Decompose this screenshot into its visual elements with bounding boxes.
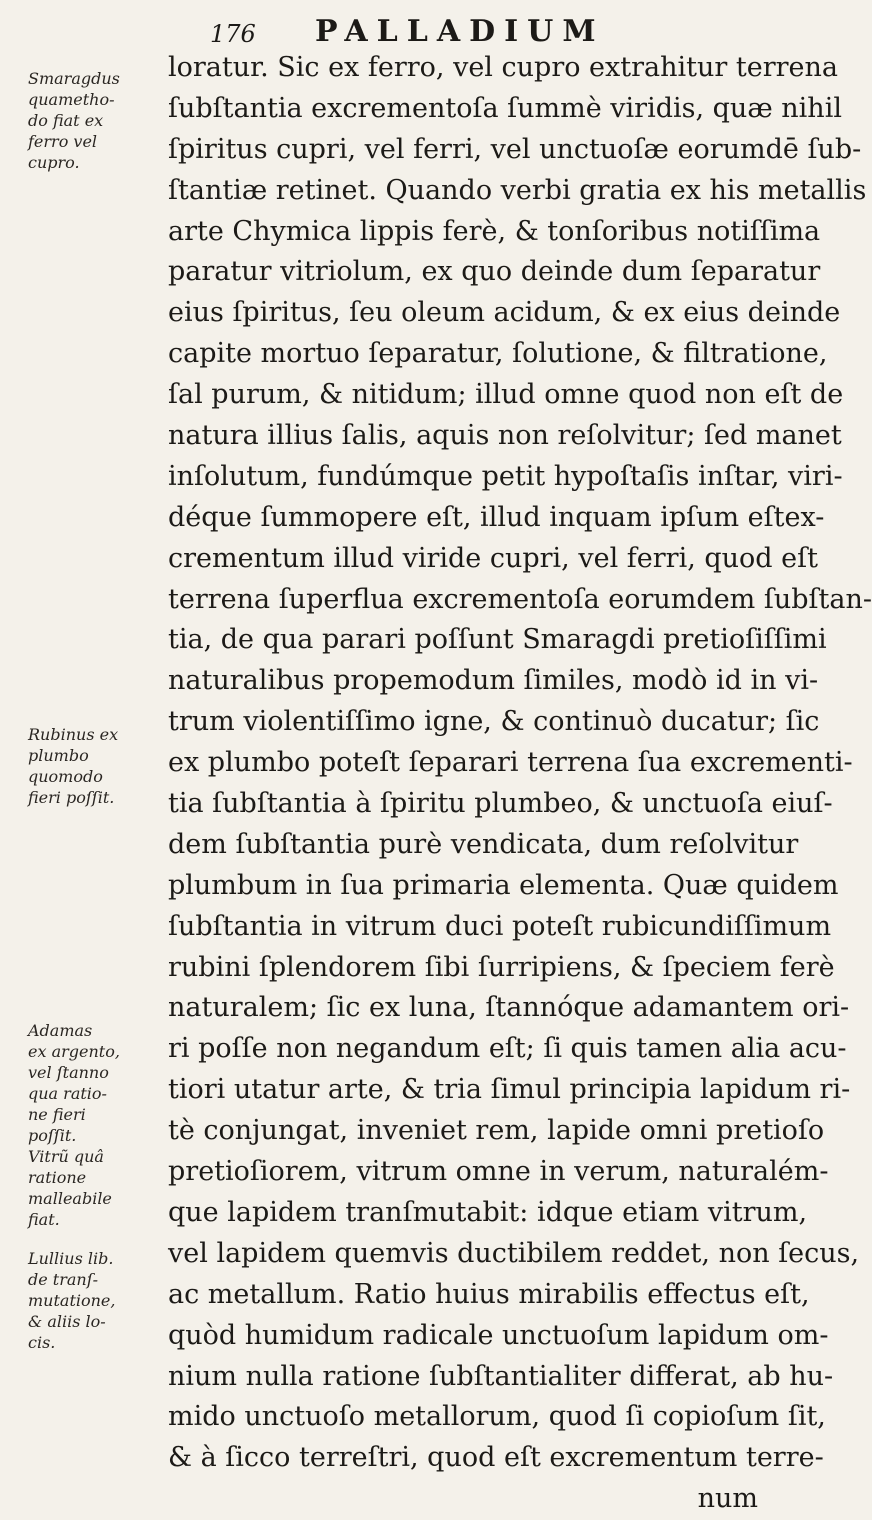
text-line: tè conjungat, inveniet rem, lapide omni pretioſo	[168, 1115, 825, 1147]
margin-note-line: mutatione,	[28, 1291, 116, 1310]
margin-note-line: de tranſ-	[28, 1270, 99, 1289]
margin-note-line: ferro vel	[28, 132, 98, 151]
margin-note-line: & aliis lo-	[28, 1312, 106, 1331]
text-line: tiori utatur arte, & tria ſimul principia lapidum ri-	[168, 1074, 851, 1106]
margin-note-line: quomodo	[28, 767, 103, 786]
margin-note-line: do fiat ex	[28, 111, 104, 130]
text-line: loratur. Sic ex ferro, vel cupro extrahitur terrena	[168, 52, 838, 83]
margin-note-rubinus	[28, 724, 164, 808]
margin-note-line: cis.	[28, 1333, 56, 1352]
running-title: PALLADIUM	[315, 14, 605, 49]
text-line: que lapidem tranſmutabit: idque etiam vitrum,	[168, 1196, 808, 1228]
text-line: terrena ſuperflua excrementoſa eorumdem ſubſtan-	[168, 583, 872, 615]
text-line: paratur vitriolum, ex quo deinde dum ſeparatur	[168, 256, 821, 288]
margin-note-line: ex argento,	[28, 1042, 120, 1061]
margin-note-line: Adamas	[28, 1021, 93, 1040]
text-line: ſal purum, & nitidum; illud omne quod non eſt de	[168, 379, 844, 411]
text-line: & à ſicco terreſtri, quod eſt excrementum terre-	[168, 1442, 824, 1474]
page-header	[170, 12, 770, 52]
text-line: ſpiritus cupri, vel ferri, vel unctuoſæ eorumdē ſub-	[168, 133, 862, 165]
text-line: plumbum in ſua primaria elementa. Quæ quidem	[168, 869, 839, 901]
text-line: déque ſummopere eſt, illud inquam ipſum eſtex-	[168, 501, 825, 533]
text-line: ri poſſe non negandum eſt; ſi quis tamen alia acu-	[168, 1033, 847, 1065]
text-line: arte Chymica lippis ferè, & tonſoribus notiſſima	[168, 215, 821, 247]
text-line: ſtantiæ retinet. Quando verbi gratia ex his metallis	[168, 174, 867, 206]
text-line: tia, de qua parari poſſunt Smaragdi pretioſiſſimi	[168, 624, 827, 656]
text-line: quòd humidum radicale unctuoſum lapidum om-	[168, 1319, 829, 1351]
margin-note-line: quametho-	[28, 90, 115, 109]
margin-note-lullius	[28, 1248, 164, 1353]
text-line: inſolutum, fundúmque petit hypoſtaſis inſtar, viri-	[168, 460, 843, 492]
margin-note-adamas	[28, 1020, 164, 1230]
margin-note-line: malleabile	[28, 1189, 112, 1208]
text-line: ex plumbo poteſt ſeparari terrena ſua excrementi-	[168, 747, 853, 779]
text-line: nium nulla ratione ſubſtantialiter differat, ab hu-	[168, 1360, 834, 1392]
text-line: mido unctuoſo metallorum, quod ſi copioſum ſit,	[168, 1401, 826, 1433]
margin-note-smaragdus	[28, 68, 164, 173]
text-line: pretioſiorem, vitrum omne in verum, naturalém-	[168, 1156, 829, 1188]
margin-note-line: Lullius lib.	[28, 1249, 114, 1268]
text-line: capite mortuo ſeparatur, ſolutione, & filtratione,	[168, 338, 828, 370]
text-line: rubini ſplendorem ſibi ſurripiens, & ſpeciem ferè	[168, 951, 835, 983]
page-number: 176	[210, 20, 256, 48]
text-line: ſubſtantia excrementoſa ſummè viridis, quæ nihil	[168, 92, 842, 124]
text-line: naturalibus propemodum ſimiles, modò id in vi-	[168, 665, 819, 697]
text-line: vel lapidem quemvis ductibilem reddet, non ſecus,	[168, 1237, 860, 1269]
margin-note-line: fiat.	[28, 1210, 60, 1229]
text-line: natura illius ſalis, aquis non reſolvitur; ſed manet	[168, 420, 842, 452]
text-line: trum violentiſſimo igne, & continuò ducatur; ſic	[168, 706, 820, 738]
margin-note-line: poſſit.	[28, 1126, 77, 1145]
text-line: ſubſtantia in vitrum duci poteſt rubicundiſſimum	[168, 910, 832, 942]
margin-note-line: vel ſtanno	[28, 1063, 109, 1082]
text-line: eius ſpiritus, ſeu oleum acidum, & ex eius deinde	[168, 297, 841, 329]
margin-note-line: plumbo	[28, 746, 89, 765]
margin-note-line: ne fieri	[28, 1105, 86, 1124]
margin-note-line: Smaragdus	[28, 69, 120, 88]
body-text	[168, 48, 872, 1520]
margin-note-line: ratione	[28, 1168, 87, 1187]
margin-note-line: Rubinus ex	[28, 725, 119, 744]
text-line: tia ſubſtantia à ſpiritu plumbeo, & unctuoſa eiuſ-	[168, 788, 833, 820]
margin-note-line: fieri poſſit.	[28, 788, 115, 807]
catchword: num	[697, 1483, 758, 1515]
margin-note-line: Vitrũ quâ	[28, 1147, 104, 1166]
text-line: crementum illud viride cupri, vel ferri, quod eſt	[168, 542, 818, 574]
margin-note-line: cupro.	[28, 153, 80, 172]
margin-note-line: qua ratio-	[28, 1084, 107, 1103]
text-line: ac metallum. Ratio huius mirabilis effectus eſt,	[168, 1278, 810, 1310]
text-line: dem ſubſtantia purè vendicata, dum reſolvitur	[168, 828, 799, 860]
text-line: naturalem; ſic ex luna, ſtannóque adamantem ori-	[168, 992, 850, 1024]
